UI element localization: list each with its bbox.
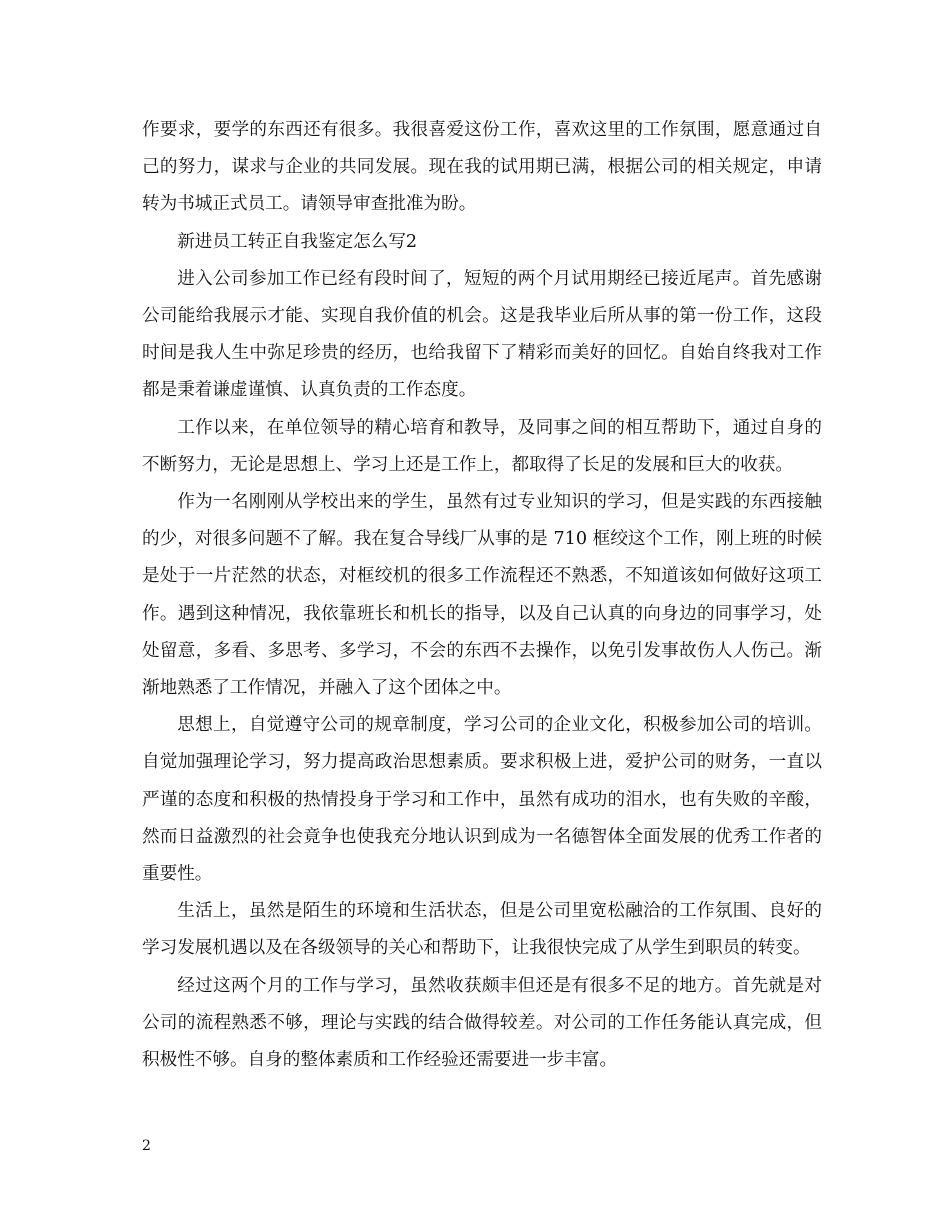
paragraph-continuation: 作要求，要学的东西还有很多。我很喜爱这份工作，喜欢这里的工作氛围，愿意通过自己的努力，谋求与企业的共同发展。现在我的试用期已满，根据公司的相关规定，申请转为书城正式员工。请领导审查批准为盼。 xyxy=(142,120,822,215)
paragraph: 工作以来，在单位领导的精心培育和教导，及同事之间的相互帮助下，通过自身的不断努力，无论是思想上、学习上还是工作上，都取得了长足的发展和巨大的收获。 xyxy=(142,417,822,475)
paragraph: 经过这两个月的工作与学习，虽然收获颇丰但还是有很多不足的地方。首先就是对公司的流程熟悉不够，理论与实践的结合做得较差。对公司的工作任务能认真完成，但积极性不够。自身的整体素质和工作经验还需要进一步丰富。 xyxy=(142,975,822,1071)
paragraph: 生活上，虽然是陌生的环境和生活状态，但是公司里宽松融洽的工作氛围、良好的学习发展机遇以及在各级领导的关心和帮助下，让我很快完成了从学生到职员的转变。 xyxy=(142,901,822,959)
paragraph: 作为一名刚刚从学校出来的学生，虽然有过专业知识的学习，但是实践的东西接触的少，对很多问题不了解。我在复合导线厂从事的是 710 框绞这个工作，刚上班的时候是处于一片茫然的状态，对框绞机的很多工作流程还不熟悉，不知道该如何做好这项工作。遇到这种情况，我依靠班长和机长的指导，以及自己认真的向身边的同事学习，处处留意，多看、多思考、多学习，不会的东西不去操作，以免引发事故伤人人伤己。渐渐地熟悉了工作情况，并融入了这个团体之中。 xyxy=(142,492,822,699)
paragraph: 进入公司参加工作已经有段时间了，短短的两个月试用期经已接近尾声。首先感谢公司能给我展示才能、实现自我价值的机会。这是我毕业后所从事的第一份工作，这段时间是我人生中弥足珍贵的经历，也给我留下了精彩而美好的回忆。自始自终我对工作都是秉着谦虚谨慎、认真负责的工作态度。 xyxy=(142,268,822,401)
page-number: 2 xyxy=(142,1138,151,1154)
document-body xyxy=(142,112,822,1079)
paragraph: 思想上，自觉遵守公司的规章制度，学习公司的企业文化，积极参加公司的培训。自觉加强理论学习，努力提高政治思想素质。要求积极上进，爱护公司的财务，一直以严谨的态度和积极的热情投身于学习和工作中，虽然有成功的泪水，也有失败的辛酸，然而日益激烈的社会竟争也使我充分地认识到成为一名德智体全面发展的优秀工作者的重要性。 xyxy=(142,715,822,885)
section-heading: 新进员工转正自我鉴定怎么写2 xyxy=(177,231,418,252)
